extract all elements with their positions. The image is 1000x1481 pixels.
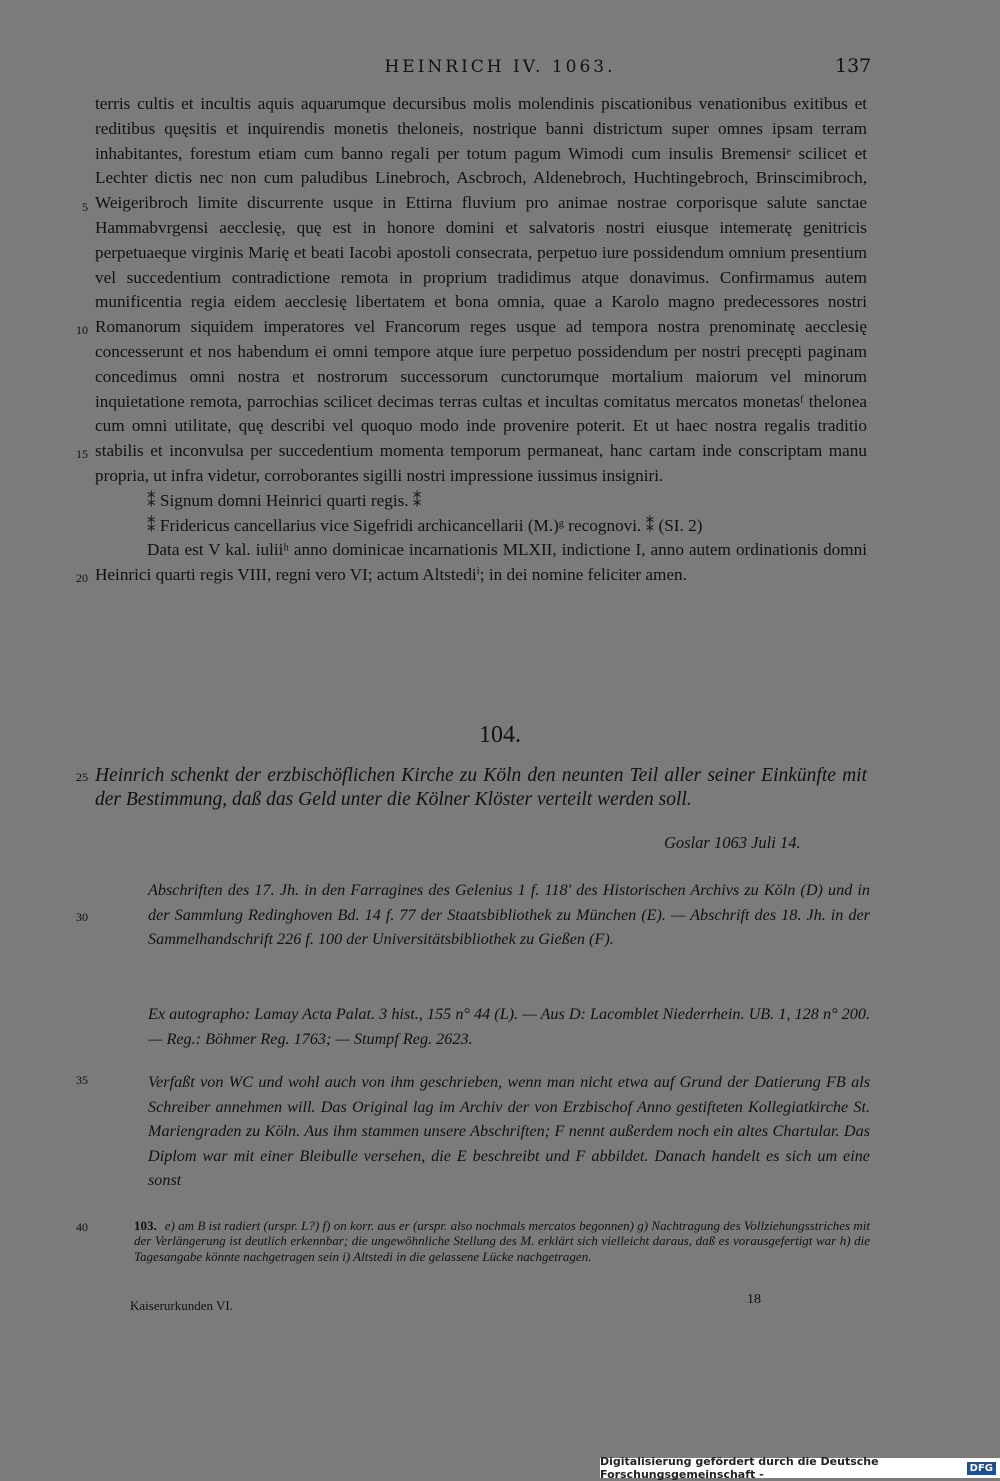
editions-note	[148, 1002, 870, 1051]
line-number: 35	[76, 1073, 88, 1087]
line-number: 40	[76, 1220, 88, 1234]
footnote-ref: 103.	[134, 1218, 157, 1233]
line-number: 10	[76, 323, 88, 337]
tradition-note	[148, 878, 870, 952]
footnote-text: e) am B ist radiert (urspr. L?) f) on korr. aus er (urspr. also nochmals mercatos begonnen) g) Nachtragung des Vollziehungsstriches mit der Verlängerung ist deutlich erkennbar; die ungewöhnliche Stellung des M. erklärt sich vielleicht daraus, daß es vorausgefertigt war h) die Tagesangabe könnte nachgetragen sein i) Altstedi in die gelassene Lücke nachgetragen.	[134, 1218, 870, 1264]
commentary-text: Verfaßt von WC und wohl auch von ihm geschrieben, wenn man nicht etwa auf Grund der Datierung FB als Schreiber annehmen will. Das Original lag im Archiv der von Erzbischof Anno gestifteten Kollegiatkirche St. Mariengraden zu Köln. Aus ihm stammen unsere Abschriften; F nennt außerdem noch ein altes Chartular. Das Diplom war mit einer Bleibulle versehen, die E beschreibt und F abbildet. Danach handelt es sich um eine sonst	[148, 1073, 870, 1189]
dfg-text: Digitalisierung gefördert durch die Deutsche Forschungsgemeinschaft -	[600, 1455, 879, 1481]
line-number: 15	[76, 447, 88, 461]
document-number: 104.	[479, 722, 521, 748]
dfg-funding-banner	[600, 1455, 1000, 1481]
line-number: 20	[76, 571, 88, 585]
page-number: 137	[835, 55, 872, 77]
dfg-logo-icon: DFG	[967, 1462, 996, 1475]
tradition-text: Abschriften des 17. Jh. in den Farragines des Gelenius 1 f. 118' des Historischen Archivs zu Köln (D) und in der Sammlung Redinghoven Bd. 14 f. 77 der Staatsbibliothek zu München (E). — Abschrift des 18. Jh. in der Sammelhandschrift 226 f. 100 der Universitätsbibliothek zu Gießen (F).	[148, 881, 870, 948]
charter-paragraph: terris cultis et incultis aquis aquarumque decursibus molis molendinis piscationibus venationibus exitibus et reditibus quęsitis et inquirendis monetis theloneis, nostrique banni districtum super omnes ipsam terram inhabitantes, forestum etiam cum banno regali per totum pagum Wimodi cum insulis Bremensiᵉ scilicet et Lechter dictis nec non cum paludibus Linebroch, Ascbroch, Aldenebroch, Huchtingebroch, Brinscimibroch, Weigeribroch limite discurrente usque in Ettirna fluvium pro animae nostrae corporisque salute sanctae Hammabvrgensi aecclesię, quę est in honore domini et salvatoris nostri eiusque intemeratę genitricis perpetuaeque virginis Marię et beati Iacobi apostoli consecrata, perpetuo iure possidendum omnium presentium vel succedentium contradictione remota in proprium tradidimus atque donavimus. Confirmamus autem munificentia regia eidem aecclesię libertatem et bona omnia, quae a Karolo magno predecessores nostri Romanorum siquidem imperatores vel Francorum reges usque ad tempora nostra prenominatę aecclesię concesserunt et nos habendum ei omni tempore atque iure perpetuo possidendum per nostri precępti paginam concedimus omni nostra et nostrorum successorum cunctorumque mortalium maiorum vel minorum inquietatione remota, parrochias scilicet decimas terras cultas et incultas comitatus mercatos monetasᶠ thelonea cum omni utilitate, quę describi vel quoquo modo inde provenire poterit. Et ut haec nostra regalis traditio stabilis et inconvulsa per succedentium momenta temporum permaneat, hanc cartam inde conscriptam manu propria, ut infra videtur, corroborantes sigilli nostri impressione iussimus insigniri.	[95, 94, 867, 485]
line-number: 25	[76, 770, 88, 784]
regest-summary: Heinrich schenkt der erzbischöflichen Kirche zu Köln den neunten Teil aller seiner Einkünfte mit der Bestimmung, daß das Geld unter die Kölner Klöster verteilt werden soll.	[95, 765, 867, 810]
recognition-line: ⁑ Fridericus cancellarius vice Sigefridi archicancellarii (M.)ᵍ recognovi. ⁑ (SI. 2)	[147, 515, 703, 535]
running-header-title: HEINRICH IV. 1063.	[384, 57, 616, 77]
place-date: Goslar 1063 Juli 14.	[664, 833, 801, 852]
line-number: 30	[76, 910, 88, 924]
commentary-note	[148, 1070, 870, 1193]
footnotes	[134, 1218, 870, 1264]
datum-paragraph: Data est V kal. iuliiʰ anno dominicae incarnationis MLXII, indictione I, anno autem ordinationis domni Heinrici quarti regis VIII, regni vero VI; actum Altstediⁱ; in dei nomine feliciter amen.	[95, 540, 867, 585]
signum-line: ⁑ Signum domni Heinrici quarti regis. ⁑	[147, 490, 422, 510]
line-number: 5	[82, 200, 88, 214]
charter-text	[95, 92, 867, 588]
footer-signature: 18	[747, 1292, 761, 1307]
editions-text: Ex autographo: Lamay Acta Palat. 3 hist., 155 n° 44 (L). — Aus D: Lacomblet Niederrhein. UB. 1, 128 n° 200. — Reg.: Böhmer Reg. 1763; — Stumpf Reg. 2623.	[148, 1005, 870, 1048]
footer-series: Kaiserurkunden VI.	[130, 1298, 234, 1313]
